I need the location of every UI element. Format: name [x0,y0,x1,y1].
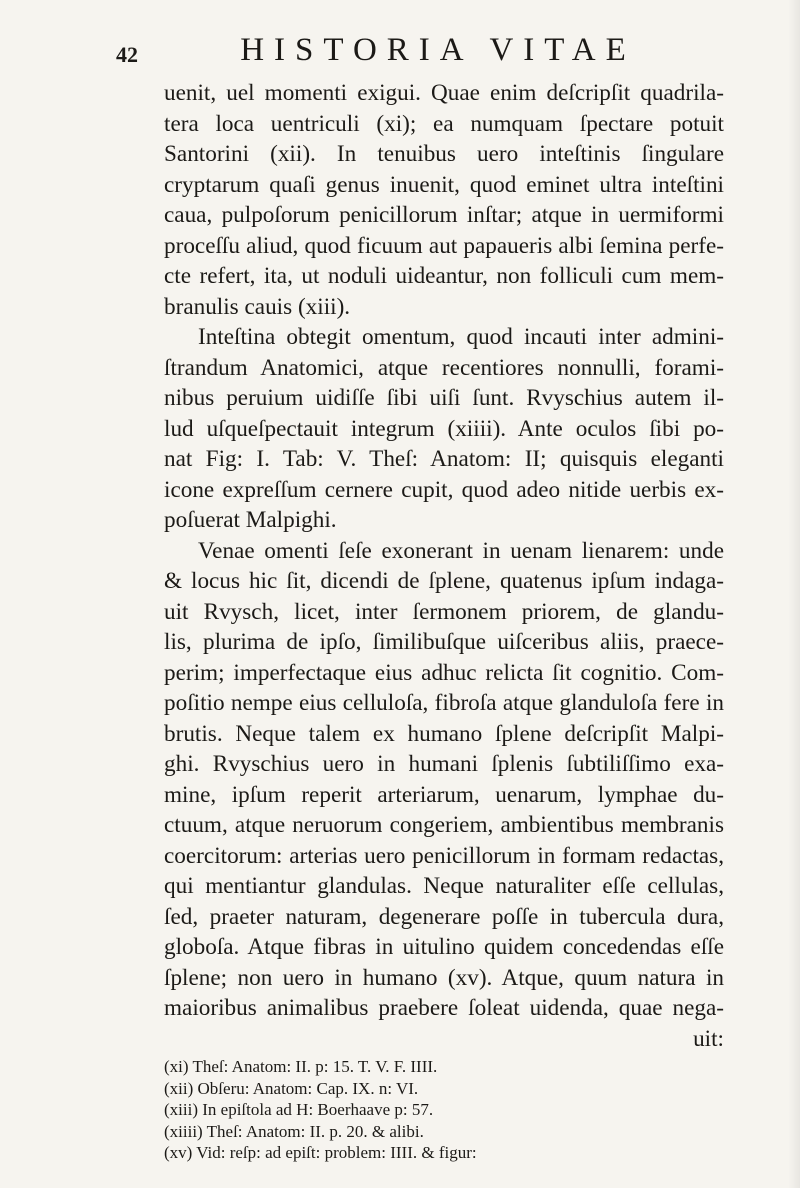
text-line: ſed, praeter naturam, degenerare poſſe in tubercula dura, [164,903,724,930]
text-line: poſuerat Malpighi. [164,507,337,533]
text-line: Inteſtina obtegit omentum, quod incauti inter admini- [198,324,724,350]
text-line: cryptarum quaſi genus inuenit, quod eminet ultra inteſtini [164,171,724,198]
text-line: ghi. Rvyschius uero in humani ſplenis ſubtiliſſimo exa- [164,751,724,777]
text-line: coercitorum: arterias uero penicillorum in formam redactas, [164,842,724,869]
text-line: uenit, uel momenti exigui. Quae enim deſcripſit quadrila- [164,80,724,106]
text-line: Santorini (xii). In tenuibus uero inteſtinis ſingulare [164,141,724,167]
text-line: tera loca uentriculi (xi); ea numquam ſpectare potuit [164,110,724,137]
text-line: perim; imperfectaque eius adhuc relicta ſit cognitio. Com- [164,659,724,686]
text-line: nibus peruium uidiſſe ſibi uiſi ſunt. Rvyschius autem il- [164,385,724,411]
text-line: uit Rvysch, licet, inter ſermonem priorem, de glandu- [164,598,724,625]
text-line: poſitio nempe eius celluloſa, fibroſa atque glanduloſa fere in [164,690,724,716]
footnote: (xii) Obſeru: Anatom: Cap. IX. n: VI. [164,1078,419,1098]
text-line: nat Fig: I. Tab: V. Theſ: Anatom: II; quisquis eleganti [164,446,724,472]
text-line: lud uſqueſpectauit integrum (xiiii). Ante oculos ſibi po- [164,415,724,442]
catchword: uit: [693,1025,724,1052]
page-number: 42 [116,42,138,67]
footnote: (xi) Theſ: Anatom: II. p: 15. T. V. F. IIII. [164,1057,438,1076]
footnote: (xiii) In epiſtola ad H: Boerhaave p: 57. [164,1100,434,1119]
text-line: globoſa. Atque fibras in uitulino quidem concedendas eſſe [164,934,724,960]
text-line: mine, ipſum reperit arteriarum, uenarum, lymphae du- [164,781,724,808]
text-line: branulis cauis (xiii). [164,293,351,320]
text-line: cte refert, ita, ut noduli uideantur, non folliculi cum mem- [164,263,724,289]
running-title: HISTORIA VITAE [240,32,636,68]
body-text [164,78,724,1054]
text-line: ſplene; non uero in humano (xv). Atque, quum natura in [164,964,724,991]
footnote: (xv) Vid: reſp: ad epiſt: problem: IIII. & figur: [164,1143,477,1162]
text-line: & locus hic ſit, dicendi de ſplene, quatenus ipſum indaga- [164,568,724,594]
text-line: brutis. Neque talem ex humano ſplene deſcripſit Malpi- [164,720,724,747]
page-edge-shadow [788,0,800,1188]
text-line: ctuum, atque neruorum congeriem, ambientibus membranis [164,812,724,838]
page-header [118,30,718,70]
text-line: caua, pulpoſorum penicillorum inſtar; atque in uermiformi [164,202,724,228]
text-line: proceſſu aliud, quod ficuum aut papaueris albi ſemina perfe- [164,232,724,259]
text-line: qui mentiantur glandulas. Neque naturaliter eſſe cellulas, [164,873,724,899]
text-line: ſtrandum Anatomici, atque recentiores nonnulli, forami- [164,354,724,381]
footnotes [164,1056,724,1164]
text-line: Venae omenti ſeſe exonerant in uenam lienarem: unde [198,537,724,564]
text-line: lis, plurima de ipſo, ſimilibuſque uiſceribus aliis, praece- [164,629,724,655]
text-line: icone expreſſum cernere cupit, quod adeo nitide uerbis ex- [164,476,724,503]
text-line: maioribus animalibus praebere ſoleat uidenda, quae nega- [164,995,724,1021]
footnote: (xiiii) Theſ: Anatom: II. p. 20. & alibi. [164,1121,424,1141]
